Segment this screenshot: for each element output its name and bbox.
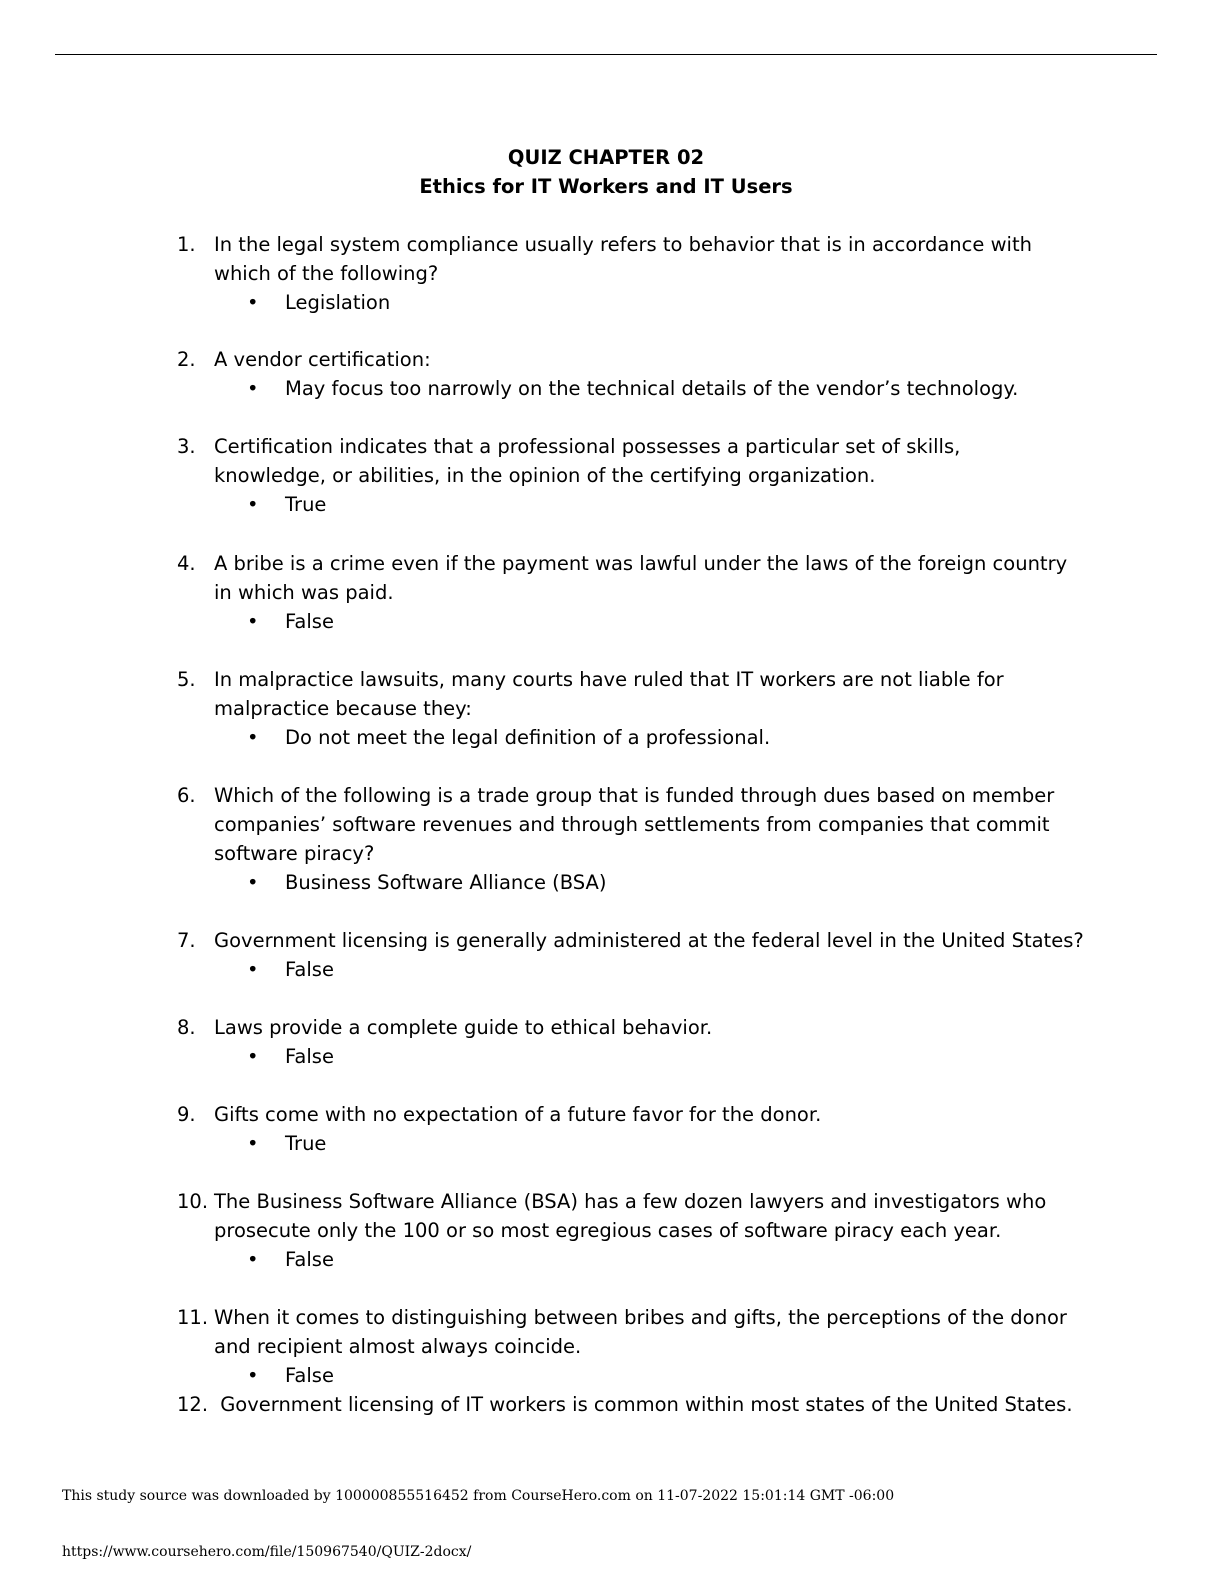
question-number: 11. <box>177 1306 209 1329</box>
question-number: 4. <box>177 552 196 575</box>
question-item <box>177 1187 1077 1274</box>
question-item <box>177 230 1077 317</box>
title-block <box>0 143 1212 201</box>
question-number: 3. <box>177 435 196 458</box>
answer-item <box>247 1245 1077 1274</box>
question-text: Certification indicates that a professional possesses a particular set of skills, knowledge, or abilities, in the opinion of the certifying organization. <box>214 435 961 487</box>
answer-item <box>247 1361 1077 1390</box>
answer-text: False <box>285 1248 334 1271</box>
question-number: 10. <box>177 1190 209 1213</box>
answer-text: False <box>285 958 334 981</box>
question-number: 8. <box>177 1016 196 1039</box>
answer-item <box>247 490 1077 519</box>
question-number: 7. <box>177 929 196 952</box>
download-notice: This study source was downloaded by 100000855516452 from CourseHero.com on 11-07-2022 15:01:14 GMT -06:00 <box>62 1488 895 1504</box>
bullet-icon: • <box>247 1248 259 1271</box>
question-number: 5. <box>177 668 196 691</box>
answer-text: False <box>285 610 334 633</box>
bullet-icon: • <box>247 377 259 400</box>
bullet-icon: • <box>247 1132 259 1155</box>
question-item <box>177 926 1084 984</box>
question-text: In malpractice lawsuits, many courts have ruled that IT workers are not liable for malpractice because they: <box>214 668 1004 720</box>
answer-text: Legislation <box>285 291 391 314</box>
question-item <box>177 549 1077 636</box>
answer-text: Do not meet the legal definition of a professional. <box>285 726 771 749</box>
question-item <box>177 345 1077 403</box>
question-number: 12. <box>177 1393 209 1416</box>
bullet-icon: • <box>247 493 259 516</box>
question-text: Gifts come with no expectation of a future favor for the donor. <box>214 1103 822 1126</box>
source-url[interactable]: https://www.coursehero.com/file/150967540/QUIZ-2docx/ <box>62 1544 472 1560</box>
answer-text: May focus too narrowly on the technical details of the vendor’s technology. <box>285 377 1019 400</box>
answer-item <box>247 868 1077 897</box>
question-item <box>177 1303 1077 1390</box>
answer-item <box>247 1129 1077 1158</box>
bullet-icon: • <box>247 610 259 633</box>
question-text: When it comes to distinguishing between bribes and gifts, the perceptions of the donor and recipient almost always coincide. <box>214 1306 1067 1358</box>
question-text: In the legal system compliance usually refers to behavior that is in accordance with which of the following? <box>214 233 1032 285</box>
question-number: 2. <box>177 348 196 371</box>
question-text: Government licensing of IT workers is common within most states of the United States. <box>214 1393 1073 1416</box>
question-item <box>177 1390 1077 1419</box>
question-item <box>177 1100 1077 1158</box>
answer-text: True <box>285 1132 327 1155</box>
quiz-subtitle: Ethics for IT Workers and IT Users <box>419 175 793 198</box>
bullet-icon: • <box>247 871 259 894</box>
question-item <box>177 432 1077 519</box>
bullet-icon: • <box>247 726 259 749</box>
question-item <box>177 1013 1077 1071</box>
question-text: The Business Software Alliance (BSA) has a few dozen lawyers and investigators who prosecute only the 100 or so most egregious cases of software piracy each year. <box>214 1190 1047 1242</box>
bullet-icon: • <box>247 958 259 981</box>
answer-text: False <box>285 1045 334 1068</box>
question-number: 6. <box>177 784 196 807</box>
bullet-icon: • <box>247 1045 259 1068</box>
answer-text: True <box>285 493 327 516</box>
question-text: Government licensing is generally administered at the federal level in the United States? <box>214 929 1084 952</box>
answer-text: Business Software Alliance (BSA) <box>285 871 607 894</box>
question-text: A bribe is a crime even if the payment was lawful under the laws of the foreign country in which was paid. <box>214 552 1068 604</box>
header-rule <box>55 54 1157 55</box>
question-number: 1. <box>177 233 196 256</box>
bullet-icon: • <box>247 1364 259 1387</box>
question-number: 9. <box>177 1103 196 1126</box>
answer-item <box>247 288 1077 317</box>
question-text: A vendor certification: <box>214 348 431 371</box>
question-item <box>177 665 1077 752</box>
answer-item <box>247 1042 1077 1071</box>
answer-text: False <box>285 1364 334 1387</box>
answer-item <box>247 955 1077 984</box>
answer-item <box>247 723 1077 752</box>
question-item <box>177 781 1077 897</box>
bullet-icon: • <box>247 291 259 314</box>
question-text: Laws provide a complete guide to ethical behavior. <box>214 1016 713 1039</box>
quiz-title: QUIZ CHAPTER 02 <box>507 146 705 169</box>
question-text: Which of the following is a trade group that is funded through dues based on member companies’ software revenues and through settlements from companies that commit software piracy? <box>214 784 1055 865</box>
answer-item <box>247 374 1077 403</box>
answer-item <box>247 607 1077 636</box>
